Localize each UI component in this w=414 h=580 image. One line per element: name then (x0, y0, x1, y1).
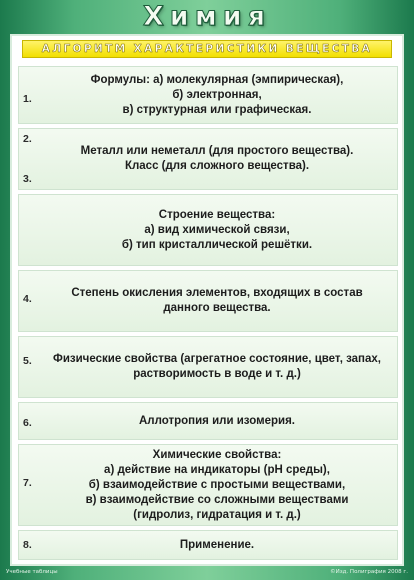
step-line: в) взаимодействие со сложными веществами (85, 493, 349, 506)
step-row (18, 444, 398, 526)
page-title: Химия (142, 1, 272, 32)
step-text (43, 531, 391, 559)
step-number: 5. (23, 355, 32, 367)
step-text (43, 129, 391, 189)
step-number: 6. (23, 417, 32, 429)
step-line: Химические свойства: (152, 448, 282, 461)
step-number: 7. (23, 477, 32, 489)
step-number: 1. (23, 93, 32, 105)
step-row (18, 270, 398, 332)
step-row (18, 402, 398, 440)
step-line: в) структурная или графическая. (122, 103, 312, 116)
step-line: растворимость в воде и т. д.) (133, 368, 301, 380)
step-line: Аллотропия или изомерия. (138, 414, 296, 427)
step-line: а) действие на индикаторы (pH среды), (104, 463, 330, 476)
step-line: б) электронная, (172, 88, 262, 101)
algorithm-card (10, 34, 404, 566)
step-line: Применение. (179, 538, 255, 551)
step-line: б) взаимодействие с простыми веществами, (88, 478, 346, 491)
step-line: Физические свойства (агрегатное состояние, цвет, запах, (53, 353, 381, 365)
step-row (18, 336, 398, 398)
step-text (43, 67, 391, 123)
step-row (18, 128, 398, 190)
step-text (43, 271, 391, 331)
step-number: 8. (23, 539, 32, 551)
step-row (18, 530, 398, 560)
step-text (43, 195, 391, 265)
step-text (43, 337, 391, 397)
step-row (18, 66, 398, 124)
step-line: Формулы: а) молекулярная (эмпирическая), (90, 73, 344, 86)
step-text (43, 445, 391, 525)
step-line: данного вещества. (163, 302, 271, 314)
banner-heading: АЛГОРИТМ ХАРАКТЕРИСТИКИ ВЕЩЕСТВА (22, 40, 392, 58)
footer-left-text: Учебные таблицы (6, 569, 58, 575)
footer (0, 568, 414, 578)
step-text (43, 403, 391, 439)
step-number: 2. (23, 133, 32, 145)
step-line: (гидролиз, гидратация и т. д.) (133, 508, 301, 521)
step-line: б) тип кристаллической решётки. (121, 238, 313, 251)
step-line: Металл или неметалл (для простого вещества). (80, 145, 354, 157)
step-row (18, 194, 398, 266)
step-number: 4. (23, 293, 32, 305)
step-line: Класс (для сложного вещества). (124, 160, 310, 172)
step-line: Строение вещества: (158, 208, 276, 221)
step-line: Степень окисления элементов, входящих в состав (71, 287, 363, 299)
step-line: а) вид химической связи, (144, 223, 290, 236)
step-number: 3. (23, 173, 32, 185)
footer-right-text: ©Изд. Полиграфия 2008 г. (330, 569, 408, 575)
